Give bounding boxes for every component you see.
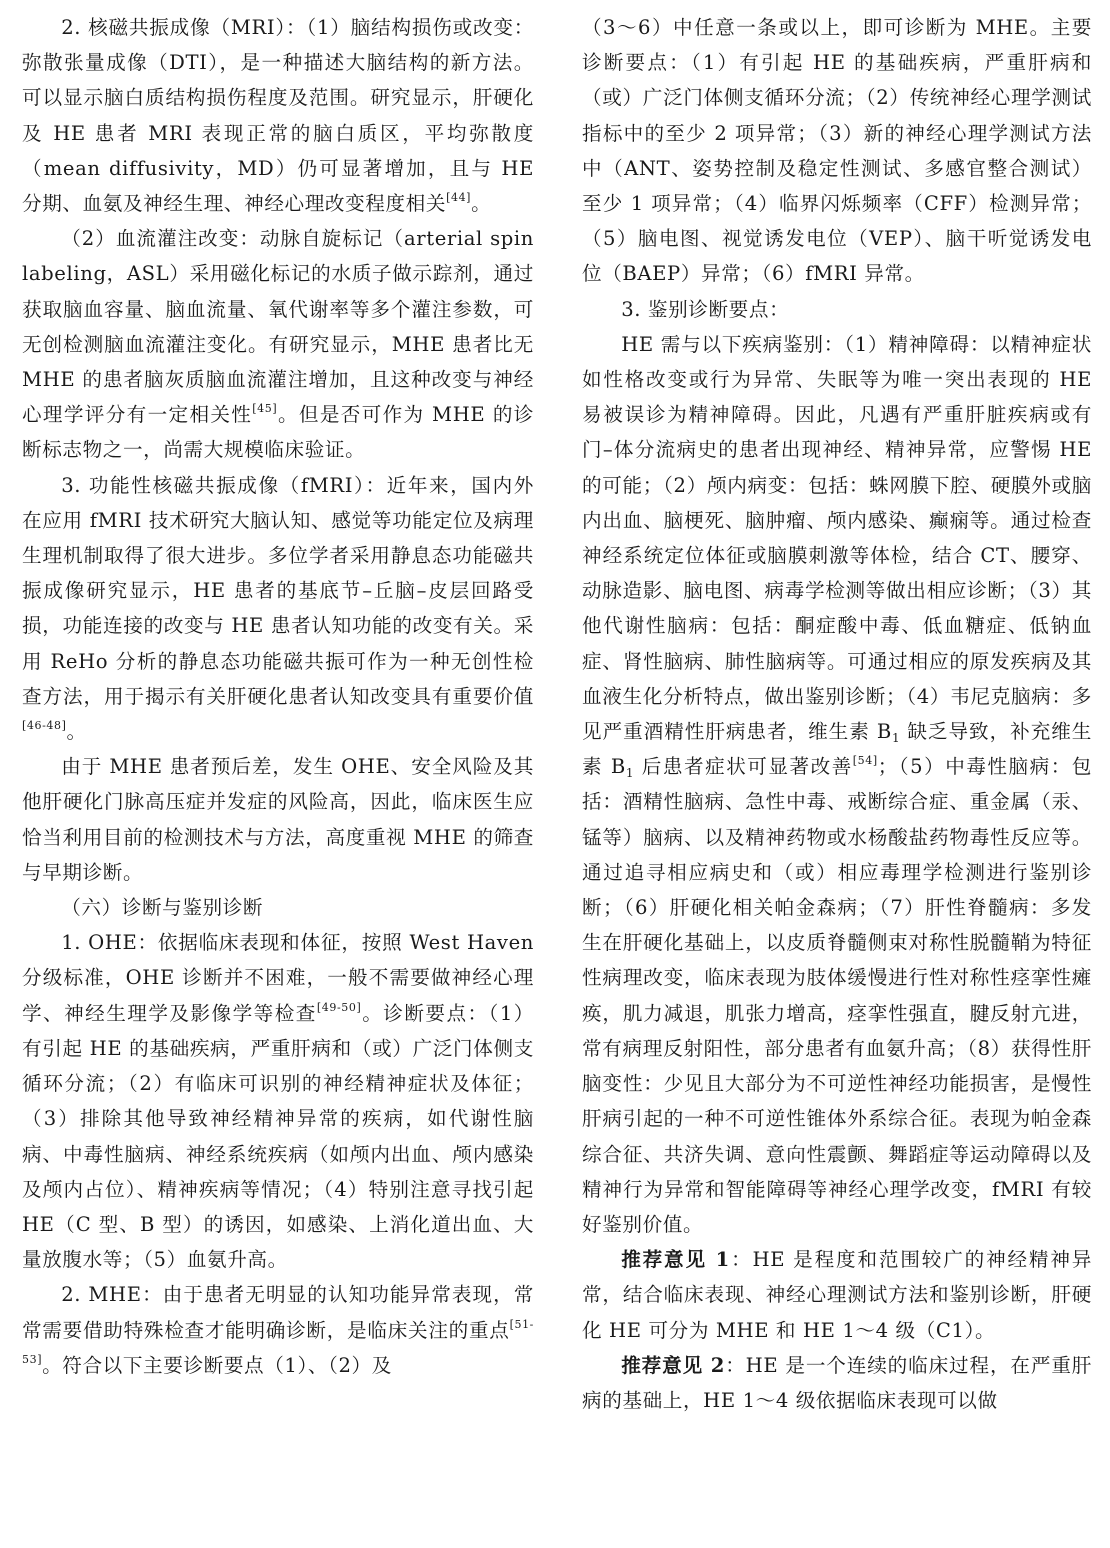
recommendation-1: 推荐意见 1：HE 是程度和范围较广的神经精神异常，结合临床表现、神经心理测试方法和鉴别诊断，肝硬化 HE 可分为 MHE 和 HE 1～4 级（C1）。 [582,1248,1092,1342]
paragraph-fmri: 3. 功能性核磁共振成像（fMRI）：近年来，国内外在应用 fMRI 技术研究大脑认知、感觉等功能定位及病理生理机制取得了很大进步。多位学者采用静息态功能磁共振成像研究显示，HE 患者的基底节–丘脑–皮层回路受损，功能连接的改变与 HE 患者认知功能的改变有关。采用 ReHo 分析的静息态功能磁共振可作为一种无创性检查方法，用于揭示有关肝硬化患者认知改变具有重要价值[46-48]。 [22,473,534,744]
citation-54: [54] [852,754,878,768]
citation-49-50: [49-50] [316,1000,362,1014]
recommendation-1-label: 推荐意见 1 [621,1248,730,1272]
citation-46-48: [46-48] [22,719,67,733]
paragraph-differential: HE 需与以下疾病鉴别：（1）精神障碍：以精神症状如性格改变或行为异常、失眠等为唯一突出表现的 HE 易被误诊为精神障碍。因此，凡遇有严重肝脏疾病或有门–体分流病史的患者出现神经、精神异常，应警惕 HE 的可能；（2）颅内病变：包括：蛛网膜下腔、硬膜外或脑内出血、脑梗死、脑肿瘤、颅内感染、癫痫等。通过检查神经系统定位体征或脑膜刺激等体检，结合 CT、腰穿、动脉造影、脑电图、病毒学检测等做出相应诊断；（3）其他代谢性脑病：包括：酮症酸中毒、低血糖症、低钠血症、肾性脑病、肺性脑病等。可通过相应的原发疾病及其血液生化分析特点，做出鉴别诊断；（4）韦尼克脑病：多见严重酒精性肝病患者，维生素 $B_1$ 缺乏导致，补充维生素 $B_1$ 后患者症状可显著改善[54]；（5）中毒性脑病：包括：酒精性脑病、急性中毒、戒断综合症、重金属（汞、锰等）脑病、以及精神药物或水杨酸盐药物毒性反应等。通过追寻相应病史和（或）相应毒理学检测进行鉴别诊断；（6）肝硬化相关帕金森病；（7）肝性脊髓病：多发生在肝硬化基础上，以皮质脊髓侧束对称性脱髓鞘为特征性病理改变，临床表现为肢体缓慢进行性对称性痉挛性瘫痪，肌力减退，肌张力增高，痉挛性强直，腱反射亢进，常有病理反射阳性，部分患者有血氨升高；（8）获得性肝脑变性：少见且大部分为不可逆性神经功能损害，是慢性肝病引起的一种不可逆性锥体外系综合征。表现为帕金森综合征、共济失调、意向性震颤、舞蹈症等运动障碍以及精神行为异常和智能障碍等神经心理学改变，fMRI 有较好鉴别价值。 [582,332,1092,1236]
recommendation-2: 推荐意见 2：HE 是一个连续的临床过程，在严重肝病的基础上，HE 1～4 级依据临床表现可以做 [582,1353,1092,1412]
left-column [22,10,534,1383]
paragraph-mhe: 2. MHE：由于患者无明显的认知功能异常表现，常常需要借助特殊检查才能明确诊断，是临床关注的重点[51-53]。符合以下主要诊断要点（1）、（2）及 [22,1283,534,1377]
paragraph-mri-dti: 2. 核磁共振成像（MRI）：（1）脑结构损伤或改变：弥散张量成像（DTI），是一种描述大脑结构的新方法。可以显示脑白质结构损伤程度及范围。研究显示，肝硬化及 HE 患者 MRI 表现正常的脑白质区，平均弥散度（mean diffusivity，MD）仍可显著增加，且与 HE 分期、血氨及神经生理、神经心理改变程度相关[44]。 [22,16,534,216]
paragraph-mhe-screening: 由于 MHE 患者预后差，发生 OHE、安全风险及其他肝硬化门脉高压症并发症的风险高，因此，临床医生应恰当利用目前的检测技术与方法，高度重视 MHE 的筛查与早期诊断。 [22,755,534,884]
section-heading-diagnosis: （六）诊断与鉴别诊断 [61,896,264,920]
mri-text: 2. 核磁共振成像（MRI）：（1）脑结构损伤或改变：弥散张量成像（DTI），是一种描述大脑结构的新方法。可以显示脑白质结构损伤程度及范围。研究显示，肝硬化及 HE 患者 MRI 表现正常的脑白质区，平均弥散度（mean diffusivity，MD）仍可显著增加，且与 HE 分期、血氨及神经生理、神经心理改变程度相关 [22,16,534,216]
paragraph-asl: （2）血流灌注改变：动脉自旋标记（arterial spin labeling，ASL）采用磁化标记的水质子做示踪剂，通过获取脑血容量、脑血流量、氧代谢率等多个灌注参数，可无创检测脑血流灌注变化。有研究显示，MHE 患者比无 MHE 的患者脑灰质脑血流灌注增加，且这种改变与神经心理学评分有一定相关性[45]。但是否可作为 MHE 的诊断标志物之一，尚需大规模临床验证。 [22,227,534,462]
right-column [582,10,1092,1418]
paragraph-ohe: 1. OHE：依据临床表现和体征，按照 West Haven 分级标准，OHE 诊断并不困难，一般不需要做神经心理学、神经生理学及影像学等检查[49-50]。诊断要点：（1）有引起 HE 的基础疾病，严重肝病和（或）广泛门体侧支循环分流；（2）有临床可识别的神经精神症状及体征；（3）排除其他导致神经精神异常的疾病，如代谢性脑病、中毒性脑病、神经系统疾病（如颅内出血、颅内感染及颅内占位）、精神疾病等情况；（4）特别注意寻找引起 HE（C 型、B 型）的诱因，如感染、上消化道出血、大量放腹水等；（5）血氨升高。 [22,931,534,1272]
paragraph-mhe-continued: （3～6）中任意一条或以上，即可诊断为 MHE。主要诊断要点：（1）有引起 HE 的基础疾病，严重肝病和（或）广泛门体侧支循环分流；（2）传统神经心理学测试指标中的至少 2 项异常；（3）新的神经心理学测试方法中（ANT、姿势控制及稳定性测试、多感官整合测试）至少 1 项异常；（4）临界闪烁频率（CFF）检测异常；（5）脑电图、视觉诱发电位（VEP）、脑干听觉诱发电位（BAEP）异常；（6）fMRI 异常。 [582,16,1092,286]
citation-45: [45] [252,402,278,416]
recommendation-2-label: 推荐意见 2 [621,1353,725,1377]
citation-44: [44] [446,191,472,205]
citation-51-53: [51-53] [22,1317,534,1366]
heading-differential-diagnosis: 3. 鉴别诊断要点： [621,297,790,321]
